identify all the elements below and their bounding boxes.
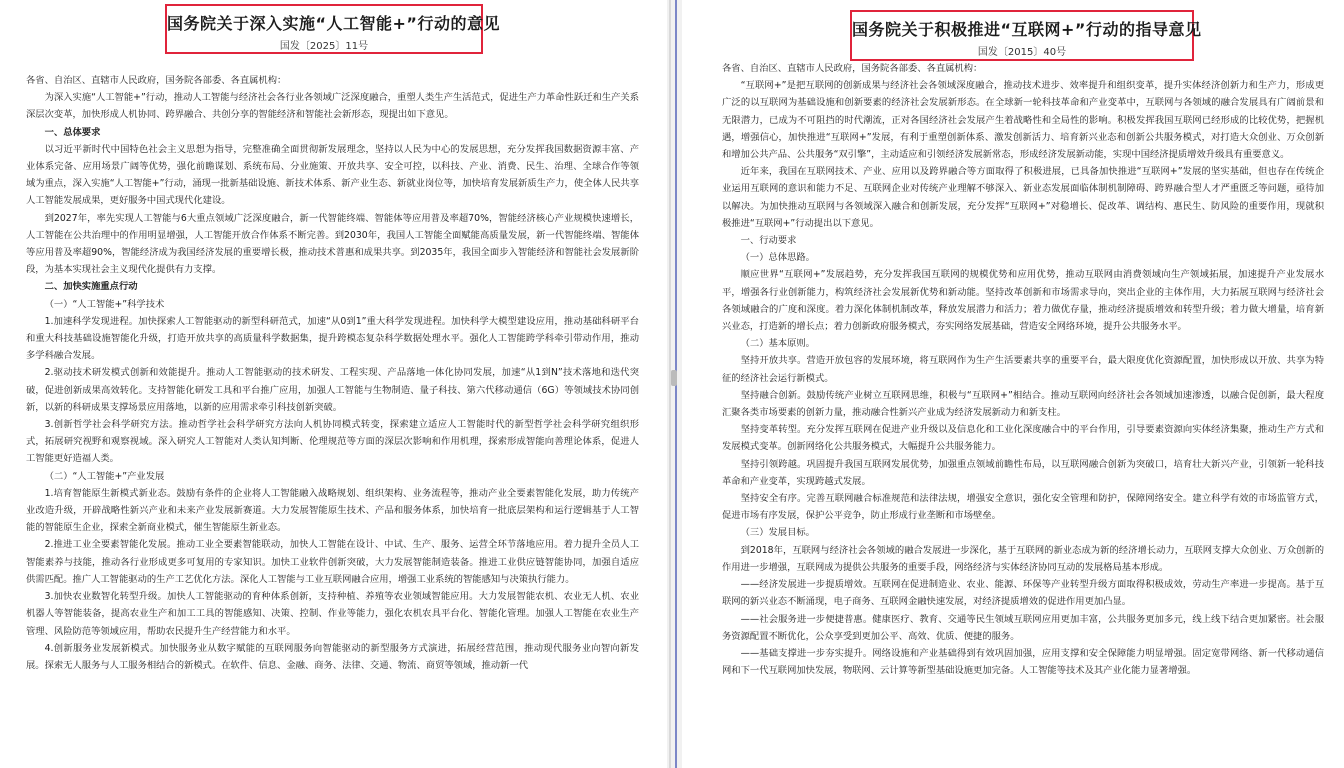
- paragraph: 3.加快农业数智化转型升级。加快人工智能驱动的育种体系创新，支持种植、养殖等农业领域智能应用。大力发展智能农机、农业无人机、农业机器人等智能装备，提高农业生产和加工工具的智能感知、决策、控制、作业等能力，强化农机农具平台化、智能化管理。加强人工智能在农业生产管理、风险防范等领域应用，帮助农民提升生产经营能力和水平。: [26, 591, 639, 637]
- right-document-number: 国发〔2015〕40号: [977, 47, 1067, 58]
- paragraph: 坚持变革转型。充分发挥互联网在促进产业升级以及信息化和工业化深度融合中的平台作用，引导要素资源向实体经济集聚，推动生产方式和发展模式变革。创新网络化公共服务模式，大幅提升公共服务能力。: [722, 424, 1324, 453]
- paragraph: 坚持融合创新。鼓励传统产业树立互联网思维，积极与“互联网+”相结合。推动互联网向经济社会各领域加速渗透，以融合促创新，最大程度汇聚各类市场要素的创新力量，推动融合性新兴产业成为经济发展新动力和新支柱。: [722, 389, 1324, 419]
- salutation: 各省、自治区、直辖市人民政府，国务院各部委、各直属机构：: [26, 75, 287, 86]
- paragraph: 3.创新哲学社会科学研究方法。推动哲学社会科学研究方法向人机协同模式转变，探索建立适应人工智能时代的新型哲学社会科学研究组织形式，拓展研究视野和观察视域。深入研究人工智能对人类认知判断、伦理规范等方面的深层次影响和作用机理，探索形成智能向善理论体系，促进人工智能更好造福人类。: [26, 419, 639, 465]
- paragraph: 1.加速科学发现进程。加快探索人工智能驱动的新型科研范式，加速“从0到1”重大科学发现进程。加快科学大模型建设应用，推动基础科研平台和重大科技基础设施智能化升级，打造开放共享的高质量科学数据集，提升跨模态复杂科学数据处理水平。强化人工智能跨学科牵引带动作用，推动多学科融合发展。: [26, 315, 639, 362]
- pane-splitter[interactable]: [667, 0, 682, 768]
- paragraph: 为深入实施“人工智能+”行动，推动人工智能与经济社会各行业各领域广泛深度融合，重塑人类生产生活范式，促进生产力革命性跃迁和生产关系深层次变革，加快形成人机协同、跨界融合、共创分享的智能经济和智能社会新形态，现提出如下意见。: [26, 92, 639, 121]
- paragraph: 以习近平新时代中国特色社会主义思想为指导，完整准确全面贯彻新发展理念，坚持以人民为中心的发展思想，充分发挥我国数据资源丰富、产业体系完备、应用场景广阔等优势，强化前瞻谋划、系统布局、分业施策、开放共享、安全可控，以科技、产业、消费、民生、治理、全球合作等领域为重点，深入实施“人工智能+”行动，涌现一批新基础设施、新技术体系、新产业生态、新就业岗位等，加快培育发展新质生产力，使全体人民共享人工智能发展成果，更好服务中国式现代化建设。: [26, 143, 639, 207]
- section-heading: （三）发展目标。: [740, 527, 815, 539]
- left-document-body: [26, 72, 639, 674]
- paragraph: 坚持开放共享。营造开放包容的发展环境，将互联网作为生产生活要素共享的重要平台，最大限度优化资源配置，加快形成以开放、共享为特征的经济社会运行新模式。: [722, 355, 1324, 384]
- left-document-pane[interactable]: [0, 0, 667, 768]
- paragraph: 坚持安全有序。完善互联网融合标准规范和法律法规，增强安全意识，强化安全管理和防护，保障网络安全。建立科学有效的市场监管方式，促进市场有序发展，保护公平竞争，防止形成行业垄断和市场壁垒。: [722, 493, 1324, 522]
- left-title-highlight-box: [165, 4, 500, 54]
- paragraph: ——基础支撑进一步夯实提升。网络设施和产业基础得到有效巩固加强，应用支撑和安全保障能力明显增强。固定宽带网络、新一代移动通信网和下一代互联网加快发展，物联网、云计算等新型基础设施更加完备。人工智能等技术及其产业化能力显著增强。: [722, 647, 1324, 677]
- paragraph: “互联网+”是把互联网的创新成果与经济社会各领域深度融合，推动技术进步、效率提升和组织变革，提升实体经济创新力和生产力，形成更广泛的以互联网为基础设施和创新要素的经济社会发展新形态。在全球新一轮科技革命和产业变革中，互联网与各领域的融合发展具有广阔前景和无限潜力，已成为不可阻挡的时代潮流，正对各国经济社会发展产生着战略性和全局性的影响。积极发挥我国互联网已经形成的比较优势，把握机遇，增强信心，加快推进“互联网+”发展，有利于重塑创新体系、激发创新活力、培育新兴业态和创新公共服务模式，对打造大众创业、万众创新和增加公共产品、公共服务“双引擎”，主动适应和引领经济发展新常态，形成经济发展新动能，实现中国经济提质增效升级具有重要意义。: [722, 80, 1324, 161]
- paragraph: 到2018年，互联网与经济社会各领域的融合发展进一步深化，基于互联网的新业态成为新的经济增长动力，互联网支撑大众创业、万众创新的作用进一步增强，互联网成为提供公共服务的重要手段，网络经济与实体经济协同互动的发展格局基本形成。: [722, 544, 1324, 573]
- section-heading: （二）“人工智能+”产业发展: [44, 470, 165, 482]
- section-heading: 一、行动要求: [740, 235, 797, 247]
- paragraph: 2.推进工业全要素智能化发展。推动工业全要素智能联动，加快人工智能在设计、中试、生产、服务、运营全环节落地应用。着力提升全员人工智能素养与技能，推动各行业形成更多可复用的专家知识。加快工业软件创新突破，大力发展智能制造装备。推进工业供应链智能协同，加强自适应供需匹配。推广人工智能驱动的生产工艺优化方法。深化人工智能与工业互联网融合应用，增强工业系统的智能感知与决策执行能力。: [26, 539, 639, 585]
- right-title-highlight-box: [850, 10, 1202, 61]
- paragraph: 1.培育智能原生新模式新业态。鼓励有条件的企业将人工智能融入战略规划、组织架构、业务流程等，推动产业全要素智能化发展，助力传统产业改造升级，开辟战略性新兴产业和未来产业发展新赛道。大力发展智能原生技术、产品和服务体系，加快培育一批底层架构和运行逻辑基于人工智能的智能原生企业，探索全新商业模式，催生智能原生新业态。: [26, 487, 639, 534]
- paragraph: 4.创新服务业发展新模式。加快服务业从数字赋能的互联网服务向智能驱动的新型服务方式演进，拓展经营范围，推动现代服务业向智向新发展。探索无人服务与人工服务相结合的新模式。在软件、信息、金融、商务、法律、交通、物流、商贸等领域，推动新一代: [26, 642, 639, 671]
- left-document-number: 国发〔2025〕11号: [279, 41, 369, 52]
- left-document-title: 国务院关于深入实施“人工智能+”行动的意见: [167, 14, 500, 33]
- right-document-title: 国务院关于积极推进“互联网+”行动的指导意见: [852, 20, 1202, 39]
- section-heading: 二、加快实施重点行动: [44, 281, 138, 293]
- section-heading: （二）基本原则。: [740, 338, 815, 350]
- paragraph: 顺应世界“互联网+”发展趋势，充分发挥我国互联网的规模优势和应用优势，推动互联网由消费领域向生产领域拓展，加速提升产业发展水平，增强各行业创新能力，构筑经济社会发展新优势和新动能。坚持改革创新和市场需求导向，突出企业的主体作用，大力拓展互联网与经济社会各领域融合的广度和深度。着力深化体制机制改革，释放发展潜力和活力；着力做优存量，推动经济提质增效和转型升级；着力做大增量，培育新兴业态，打造新的增长点；着力创新政府服务模式，夯实网络发展基础，营造安全网络环境，提升公共服务水平。: [722, 269, 1324, 333]
- paragraph: 坚持引领跨越。巩固提升我国互联网发展优势，加强重点领域前瞻性布局，以互联网融合创新为突破口，培育壮大新兴产业，引领新一轮科技革命和产业变革，实现跨越式发展。: [722, 458, 1324, 487]
- section-heading: 一、总体要求: [44, 126, 101, 138]
- section-heading: （一）“人工智能+”科学技术: [44, 298, 165, 310]
- right-document-pane[interactable]: [682, 0, 1344, 768]
- paragraph: ——经济发展进一步提质增效。互联网在促进制造业、农业、能源、环保等产业转型升级方面取得积极成效，劳动生产率进一步提高。基于互联网的新兴业态不断涌现，电子商务、互联网金融快速发展，对经济提质增效的促进作用更加凸显。: [722, 579, 1324, 608]
- salutation: 各省、自治区、直辖市人民政府，国务院各部委、各直属机构：: [722, 63, 983, 74]
- paragraph: 到2027年，率先实现人工智能与6大重点领域广泛深度融合，新一代智能终端、智能体等应用普及率超70%，智能经济核心产业规模快速增长，人工智能在公共治理中的作用明显增强，人工智能开放合作体系不断完善。到2030年，我国人工智能全面赋能高质量发展，新一代智能终端、智能体等应用普及率超90%，智能经济成为我国经济发展的重要增长极，推动技术普惠和成果共享。到2035年，我国全面步入智能经济和智能社会发展新阶段，为基本实现社会主义现代化提供有力支撑。: [26, 212, 639, 276]
- paragraph: 2.驱动技术研发模式创新和效能提升。推动人工智能驱动的技术研发、工程实现、产品落地一体化协同发展，加速“从1到N”技术落地和迭代突破，促进创新成果高效转化。支持智能化研发工具和平台推广应用，加强人工智能与生物制造、量子科技、第六代移动通信（6G）等领域技术协同创新，以新的科研成果支撑场景应用落地，以新的应用需求牵引科技创新突破。: [26, 367, 639, 413]
- section-heading: （一）总体思路。: [740, 252, 815, 264]
- splitter-handle[interactable]: [671, 370, 677, 386]
- right-document-body: [722, 60, 1324, 679]
- paragraph: 近年来，我国在互联网技术、产业、应用以及跨界融合等方面取得了积极进展，已具备加快推进“互联网+”发展的坚实基础，但也存在传统企业运用互联网的意识和能力不足、互联网企业对传统产业理解不够深入、新业态发展面临体制机制障碍、跨界融合型人才严重匮乏等问题，亟待加以解决。为加快推动互联网与各领域深入融合和创新发展，充分发挥“互联网+”对稳增长、促改革、调结构、惠民生、防风险的重要作用，现就积极推进“互联网+”行动提出以下意见。: [722, 166, 1324, 229]
- paragraph: ——社会服务进一步便捷普惠。健康医疗、教育、交通等民生领域互联网应用更加丰富，公共服务更加多元，线上线下结合更加紧密。社会服务资源配置不断优化，公众享受到更加公平、高效、优质、便捷的服务。: [722, 613, 1324, 642]
